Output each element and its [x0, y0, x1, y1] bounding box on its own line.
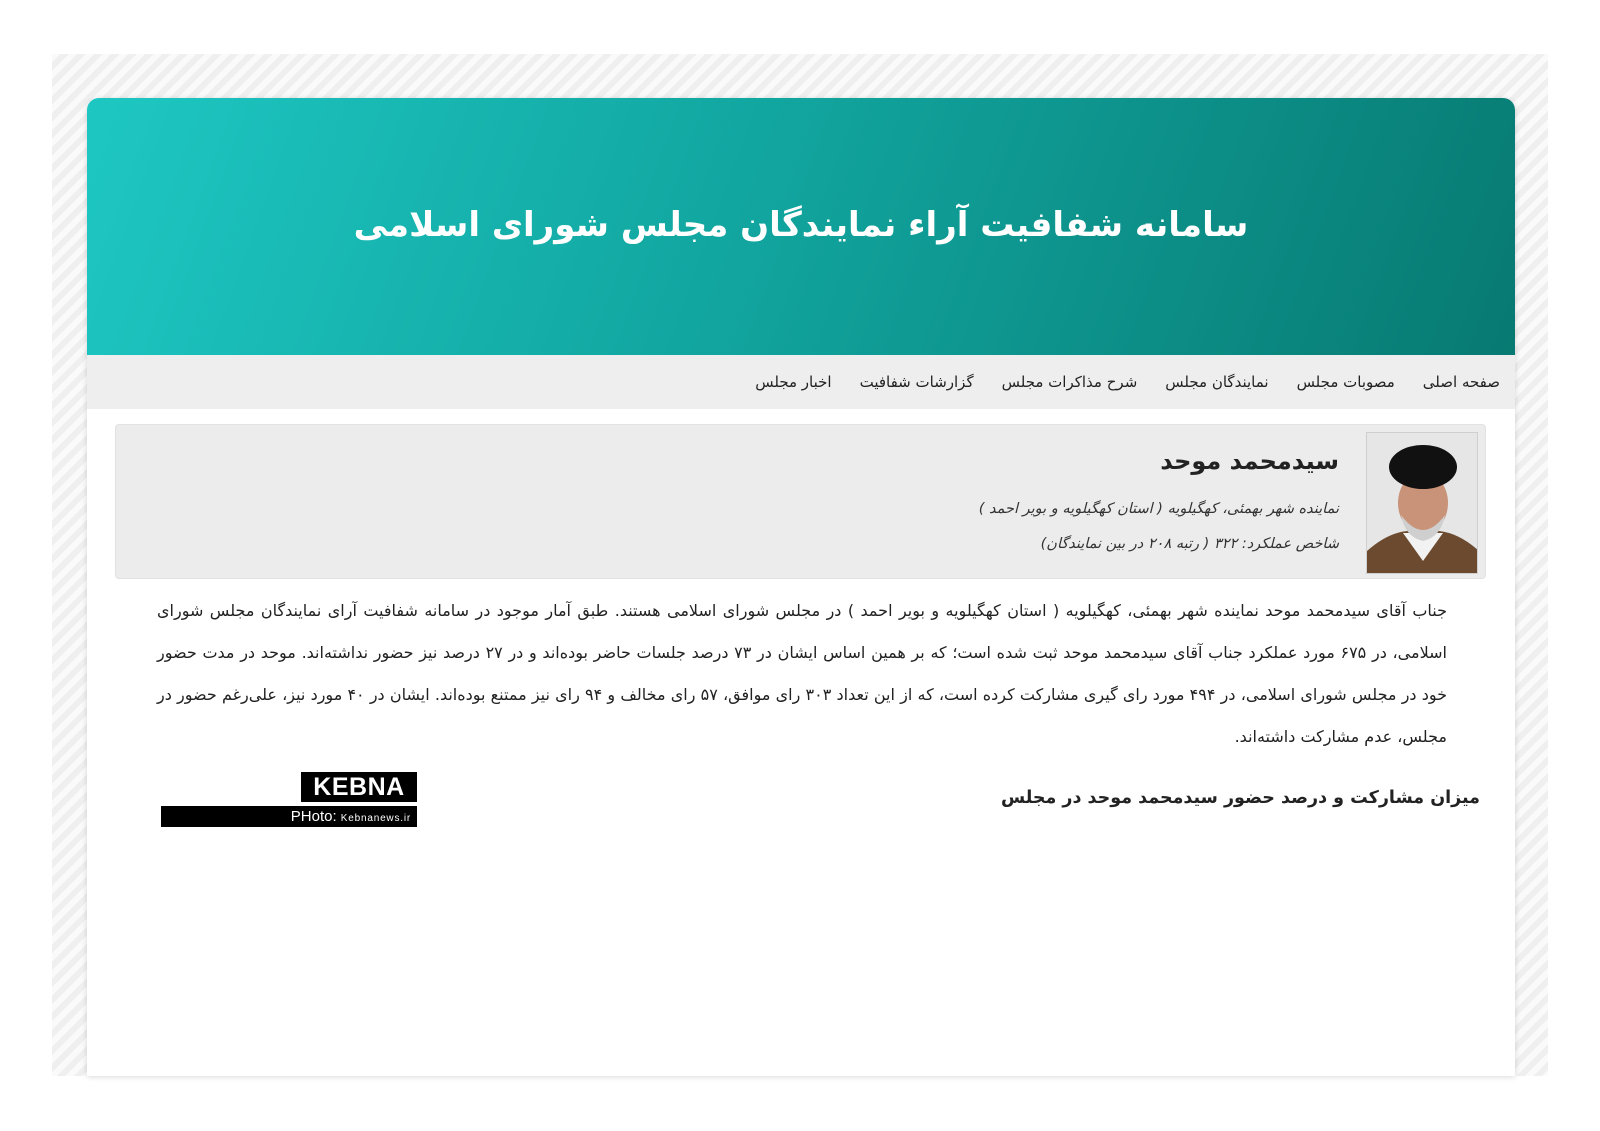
photo-credit	[161, 806, 417, 827]
photo-credit-label: PHoto:	[290, 808, 337, 825]
main-nav	[87, 355, 1515, 409]
representative-bio: جناب آقای سیدمحمد موحد نماینده شهر بهمئی، کهگیلویه ( استان کهگیلویه و بویر احمد ) در مجلس شورای اسلامی هستند. طبق آمار موجود در سامانه شفافیت آرای نمایندگان مجلس شورای اسلامی، در ۶۷۵ مورد عملکرد جناب آقای سیدمحمد موحد ثبت شده است؛ که بر همین اساس ایشان در ۷۳ درصد جلسات حاضر بوده‌اند و در ۲۷ درصد نیز حضور نداشته‌اند. موحد در مدت حضور خود در مجلس شورای اسلامی، در ۴۹۴ مورد رای گیری مشارکت کرده است، که از این تعداد ۳۰۳ رای موافق، ۵۷ رای مخالف و ۹۴ رای نیز ممتنع بوده‌اند. ایشان در ۴۰ مورد نیز، علی‌رغم حضور در مجلس، عدم مشارکت داشته‌اند.	[157, 601, 1448, 746]
nav-item-representatives[interactable]: نمایندگان مجلس	[1165, 373, 1269, 391]
nav-item-home[interactable]: صفحه اصلی	[1422, 373, 1500, 391]
nav-item-resolutions[interactable]: مصوبات مجلس	[1296, 373, 1395, 391]
site-title: سامانه شفافیت آراء نمایندگان مجلس شورای اسلامی	[353, 204, 1249, 245]
nav-item-debates[interactable]: شرح مذاکرات مجلس	[1001, 373, 1138, 391]
portrait-image	[1367, 433, 1478, 574]
page-card	[87, 98, 1515, 1076]
representative-constituency: نماینده شهر بهمئی، کهگیلویه ( استان کهگیلویه و بویر احمد )	[978, 501, 1339, 517]
nav-item-transparency-reports[interactable]: گزارشات شفافیت	[859, 373, 974, 391]
nav-item-news[interactable]: اخبار مجلس	[755, 373, 832, 391]
representative-photo	[1366, 432, 1478, 574]
participation-section-title: میزان مشارکت و درصد حضور سیدمحمد موحد در مجلس	[1000, 788, 1480, 808]
representative-name: سیدمحمد موحد	[1160, 447, 1339, 475]
kebna-watermark-logo	[161, 772, 417, 827]
site-header	[87, 98, 1515, 355]
photo-credit-site: Kebnanews.ir	[340, 813, 411, 824]
performance-index: شاخص عملکرد: ۳۲۲ ( رتبه ۲۰۸ در بین نمایندگان)	[1040, 536, 1339, 552]
kebna-brand: KEBNA	[301, 772, 417, 802]
representative-profile-card	[115, 424, 1486, 579]
